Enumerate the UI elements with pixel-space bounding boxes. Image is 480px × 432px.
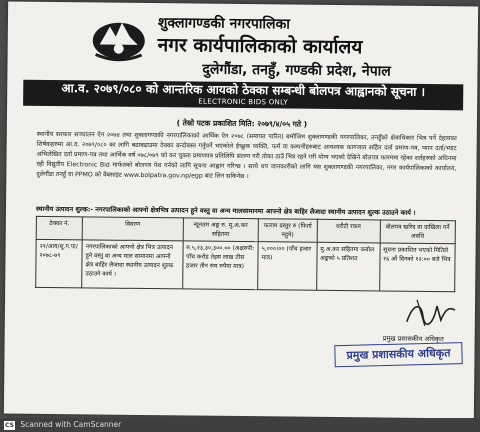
notice-subtitle: ELECTRONIC BIDS ONLY <box>198 97 288 107</box>
col-header-description: विवरण <box>82 217 183 241</box>
notice-document <box>4 2 478 419</box>
signatory-title: प्रमुख प्रशासकीय अधिकृत <box>382 334 444 344</box>
scanner-watermark-bar <box>0 418 480 432</box>
letterhead <box>7 8 478 87</box>
notice-title: आ.व. २०७९/०८० को आन्तरिक आयको ठेक्का सम्बन्धी बोलपत्र आह्वानको सूचना । <box>61 81 426 99</box>
col-header-min-amount: न्यूनतम अङ्क रु. मु.अ.कर सहितमा <box>183 218 259 242</box>
cell-contract-no: २१/आय/शु.ग.पा/२०७८-७९ <box>36 239 83 287</box>
col-header-contract-no: ठेक्का नं. <box>36 216 82 239</box>
col-header-form-fee: फाराम दस्तुर रु (फिर्ता नहुने) <box>258 219 317 243</box>
cell-min-amount: रु.५,२३,३०,३००.०० (अक्षरुपी: पाँच करोड तेइस लाख तीस हजार तीन सय रुपैया मात्र) <box>182 241 258 290</box>
cell-period: सूचना प्रकाशित भएको मितिले १६ औं दिनको १२:०० बजे भित्र <box>379 243 455 292</box>
camscanner-logo-icon: CS <box>5 421 14 429</box>
nepal-emblem-icon <box>90 14 148 63</box>
signature-image <box>403 296 459 331</box>
col-header-deposit: धरौटी रकम <box>317 219 380 243</box>
official-stamp: प्रमुख प्रशासकीय अधिकृत <box>334 342 462 367</box>
cell-description: नगरपालिकाको आफ्नो क्षेत्र भित्र उत्पादन हुने वस्तु वा अन्य माल सामानमा आफ्नो क्षेत्र बाहिर लैजादा स्थानीय उत्पादन शुल्क उठाउने कार्य । <box>82 240 183 289</box>
office-name: नगर कार्यपालिकाको कार्यालय <box>157 34 363 59</box>
cell-form-fee: ५,०००।०० (पाँच हजार मात्र) <box>258 242 317 291</box>
scanner-watermark-text: Scanned with CamScanner <box>20 420 122 429</box>
table-row <box>36 239 455 291</box>
cell-deposit: मु.अ.कर सहितमा कबोल अङ्कको ५ प्रतिशत <box>316 242 379 291</box>
publication-date: ( तेस्रो पटक प्रकाशित मिति: २०७९/४/०५ गते ) <box>176 118 308 129</box>
notice-body: स्थानीय सरकार सञ्चालन ऐन २०७४ तथा शुक्लागण्डकी नगरपालिकाको आर्थिक ऐन २०७८ (समायत पारित) बमोजिम शुक्लागण्डकी नगरपालिका, तनहुँको क्षेत्राधिकार भित्र पर्ने देहायका शिर्षकहरुमा आ.व. २०७९/०८० का लागि बढाबढाउमा ठेक्का बन्दोबस्त गर्नुपर्ने भएकोले ईच्छुक व्यक्ति, फर्म वा कम्पनीहरुबाट आवश्यक कागजात सहित दर्ता प्रमाण-पत्र, प्यान दर्ता/भ्याट अभिलेखित दर्ता प्रमाण-पत्र तथा आर्थिक वर्ष ०७८/०७९ को कर चुक्ता प्रमाणपत्र प्रतिलिपि संलग्न गरी तोका ठाउँ भित्र रहने गरी योग्य भएको देखिने बोलपत्र फारममा रहेका शर्तहरुको अधिनमा रही विद्युतीय Electronic Bid मार्फतको बोलपत्र पेश गर्नको लागि सूचना आह्वान गरिन्छ । साथै थप जानकारीको लागि यस शुक्लागण्डकी नगरपालिका, नगर कार्यपालिकाको कार्यालय, दुलेगौंडा तनहुँ वा PPMO को वेबसाइट www.bolpatra.gov.np/egp बाट लिन सकिनेछ । <box>36 130 457 181</box>
col-header-period: बोलपत्र खरिद वा दाखिला गर्ने अवधि <box>380 220 456 244</box>
office-address: दुलेगौंडा, तनहुँ, गण्डकी प्रदेश, नेपाल <box>202 61 391 80</box>
municipality-name: शुक्लागण्डकी नगरपालिका <box>157 15 291 33</box>
notice-title-bar <box>23 80 463 111</box>
section-heading: स्थानीय उत्पादन शुल्क:- नगरपालिकाको आफ्नो क्षेत्रभित्र उत्पादन हुने वस्तु वा अन्य मालसामानमा आफ्नो क्षेत्र बाहिर लैजादा स्थानीय उत्पादन शुल्क उठाउने कार्य । <box>35 204 416 217</box>
bid-table <box>35 216 456 292</box>
